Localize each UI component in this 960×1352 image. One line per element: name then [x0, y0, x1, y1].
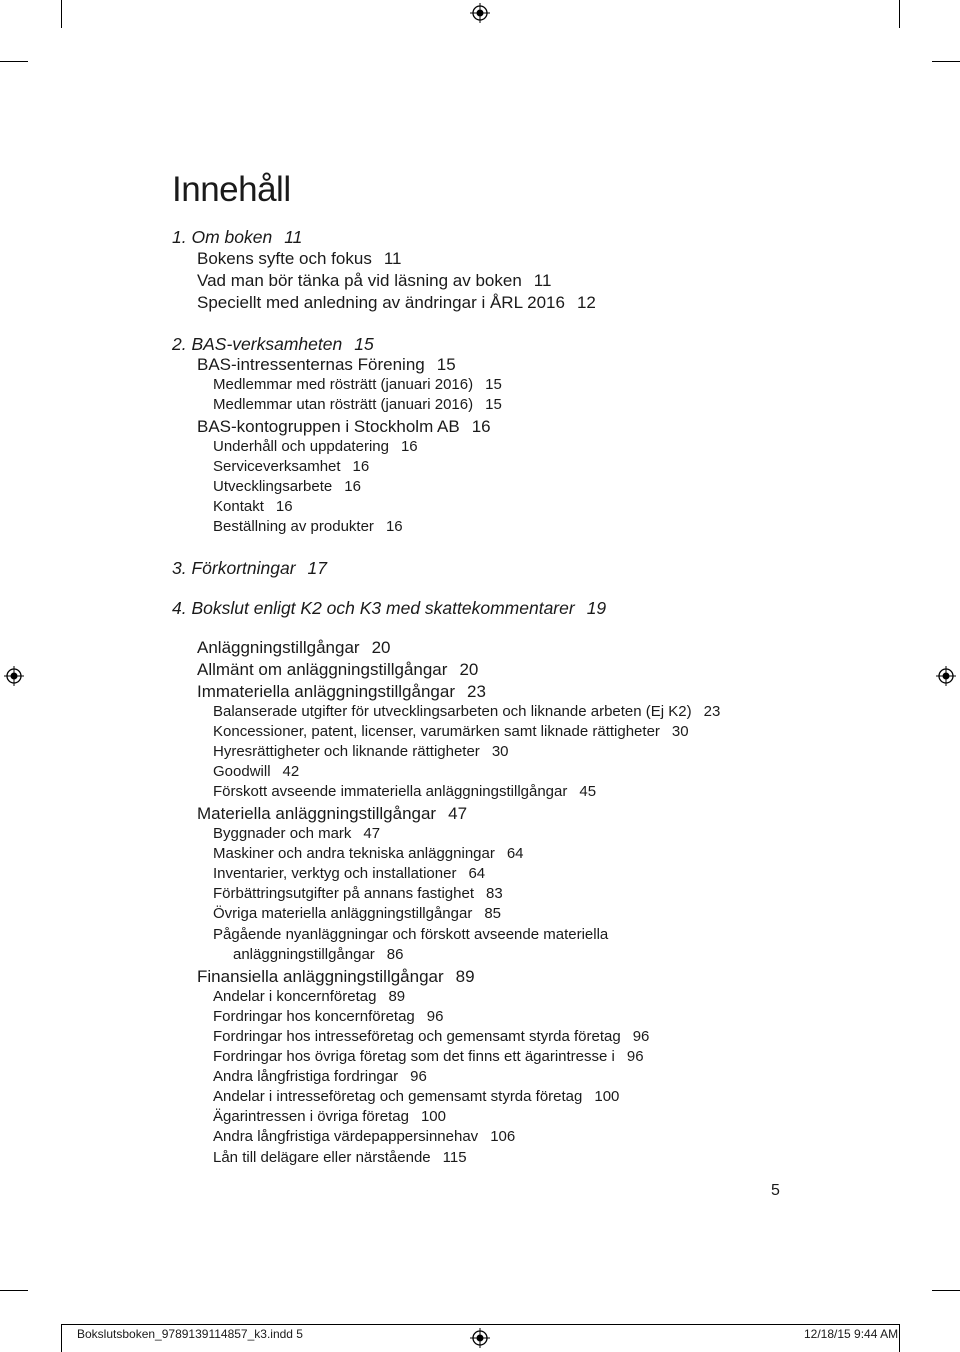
toc-entry-page: 16: [344, 478, 361, 495]
toc-entry-page: 89: [388, 988, 406, 1005]
toc-entry-text: Serviceverksamhet: [213, 458, 341, 475]
toc-entry-text: Hyresrättigheter och liknande rättigheter: [213, 743, 480, 760]
registration-mark-icon: [470, 1328, 490, 1348]
crop-mark: [932, 1290, 960, 1291]
toc-entry-page: 106: [490, 1128, 516, 1145]
toc-entry-page: 16: [385, 518, 403, 535]
crop-mark: [62, 1324, 900, 1325]
toc-entry: [197, 804, 467, 824]
toc-entry-text: Immateriella anläggningstillgångar: [197, 682, 455, 701]
registration-mark-icon: [470, 3, 490, 23]
toc-entry: [213, 926, 608, 943]
toc-entry-page: 85: [484, 905, 502, 922]
toc-entry: [233, 946, 403, 963]
toc-entry-text: Medlemmar med rösträtt (januari 2016): [213, 376, 474, 393]
toc-entry: [213, 1008, 443, 1025]
toc-entry-page: 20: [371, 638, 391, 657]
crop-mark: [0, 61, 28, 62]
toc-entry: [172, 227, 302, 248]
toc-entry: [172, 598, 606, 619]
slug-file: Bokslutsboken_9789139114857_k3.indd 5: [77, 1327, 303, 1341]
toc-entry-text: Andra långfristiga värdepappersinnehav: [213, 1128, 479, 1145]
toc-entry-page: 100: [594, 1088, 620, 1105]
toc-entry-page: 47: [448, 804, 468, 823]
toc-entry: [213, 458, 369, 475]
toc-entry-page: 96: [626, 1048, 644, 1065]
toc-entry: [197, 417, 491, 437]
toc-entry: [213, 478, 361, 495]
toc-entry: [213, 498, 293, 515]
toc-entry-text: Fordringar hos koncernföretag: [213, 1008, 415, 1025]
page-number: 5: [771, 1182, 780, 1199]
toc-entry-page: 96: [632, 1028, 650, 1045]
toc-entry-page: 115: [442, 1149, 467, 1166]
toc-entry-page: 16: [400, 438, 418, 455]
toc-entry: [213, 825, 380, 842]
toc-entry-page: 12: [576, 293, 596, 312]
toc-entry-text: Fordringar hos övriga företag som det finns ett ägarintresse i: [213, 1048, 615, 1065]
toc-entry-text: Vad man bör tänka på vid läsning av boken: [197, 271, 522, 290]
toc-entry: [213, 1149, 467, 1166]
toc-entry: [213, 376, 502, 393]
toc-entry-page: 11: [533, 271, 552, 290]
toc-entry-page: 15: [485, 376, 502, 393]
toc-entry-page: 30: [671, 723, 689, 740]
toc-entry: [213, 1108, 446, 1125]
toc-entry-text: Förskott avseende immateriella anläggningstillgångar: [213, 783, 568, 800]
toc-entry: [213, 783, 596, 800]
toc-entry-text: Materiella anläggningstillgångar: [197, 804, 437, 823]
toc-entry-page: 64: [468, 865, 486, 882]
crop-mark: [899, 1324, 900, 1352]
toc-entry-page: 17: [307, 558, 327, 578]
toc-entry-text: anläggningstillgångar: [233, 946, 375, 963]
toc-entry-text: Balanserade utgifter för utvecklingsarbeten och liknande arbeten (Ej K2): [213, 703, 692, 720]
toc-entry: [213, 396, 502, 413]
crop-mark: [61, 0, 62, 28]
toc-entry: [213, 1048, 644, 1065]
toc-entry-page: 23: [703, 703, 721, 720]
toc-entry-text: Fordringar hos intresseföretag och gemensamt styrda företag: [213, 1028, 621, 1045]
toc-entry-page: 16: [352, 458, 370, 475]
toc-entry-page: 96: [426, 1008, 444, 1025]
toc-entry-text: Anläggningstillgångar: [197, 638, 360, 657]
toc-entry: [213, 438, 418, 455]
toc-entry: [213, 703, 720, 720]
toc-entry: [213, 988, 405, 1005]
toc-entry: [213, 1128, 515, 1145]
toc-entry-text: Maskiner och andra tekniska anläggningar: [213, 845, 495, 862]
toc-entry: [172, 334, 374, 355]
toc-entry-text: Övriga materiella anläggningstillgångar: [213, 905, 473, 922]
toc-entry-page: 83: [486, 885, 503, 902]
toc-entry-text: Beställning av produkter: [213, 518, 374, 535]
crop-mark: [0, 1290, 28, 1291]
toc-entry-page: 16: [471, 417, 491, 436]
toc-entry: [197, 249, 401, 269]
toc-entry-text: Allmänt om anläggningstillgångar: [197, 660, 448, 679]
toc-entry-page: 42: [282, 763, 300, 780]
toc-entry-text: Finansiella anläggningstillgångar: [197, 967, 444, 986]
toc-entry-page: 15: [436, 355, 456, 374]
toc-entry: [213, 743, 509, 760]
toc-entry-text: Speciellt med anledning av ändringar i ÅRL 2016: [197, 293, 565, 312]
slug-timestamp: 12/18/15 9:44 AM: [804, 1327, 899, 1341]
toc-entry: [213, 1068, 427, 1085]
toc-entry: [213, 845, 524, 862]
toc-entry: [213, 865, 485, 882]
toc-entry: [197, 293, 596, 313]
toc-entry-page: 16: [275, 498, 293, 515]
toc-entry-page: 20: [459, 660, 479, 679]
toc-entry: [197, 638, 390, 658]
toc-entry: [197, 682, 486, 702]
toc-entry: [197, 355, 456, 375]
toc-entry-text: Byggnader och mark: [213, 825, 352, 842]
toc-entry: [213, 1088, 619, 1105]
toc-entry: [213, 1028, 649, 1045]
toc-entry-page: 64: [506, 845, 524, 862]
toc-entry: [197, 271, 551, 291]
toc-entry-text: Andelar i intresseföretag och gemensamt styrda företag: [213, 1088, 583, 1105]
toc-entry-page: 23: [466, 682, 486, 701]
toc-entry-text: Pågående nyanläggningar och förskott avseende materiella: [213, 926, 609, 943]
toc-entry-text: 1. Om boken: [172, 227, 273, 247]
toc-entry-page: 15: [354, 334, 374, 354]
toc-entry: [213, 905, 501, 922]
toc-entry-text: BAS-kontogruppen i Stockholm AB: [197, 417, 460, 436]
crop-mark: [61, 1324, 62, 1352]
toc-entry-text: Kontakt: [213, 498, 264, 515]
toc-entry-text: 4. Bokslut enligt K2 och K3 med skattekommentarer: [172, 598, 575, 618]
toc-entry-page: 30: [491, 743, 509, 760]
toc-entry: [213, 723, 689, 740]
registration-mark-icon: [4, 666, 24, 686]
toc-entry-text: Andra långfristiga fordringar: [213, 1068, 399, 1085]
toc-entry: [213, 763, 299, 780]
page-title: Innehåll: [172, 170, 291, 209]
registration-mark-icon: [936, 666, 956, 686]
toc-entry-page: 19: [586, 598, 607, 618]
toc-entry-text: Ägarintressen i övriga företag: [213, 1108, 409, 1125]
toc-entry-text: Bokens syfte och fokus: [197, 249, 372, 268]
toc-entry-page: 11: [383, 249, 402, 268]
toc-entry-text: Goodwill: [213, 763, 271, 780]
toc-entry-text: Koncessioner, patent, licenser, varumärken samt liknade rättigheter: [213, 723, 660, 740]
toc-entry: [213, 518, 403, 535]
toc-entry: [197, 967, 475, 987]
toc-entry-page: 11: [284, 227, 303, 247]
toc-entry-text: Medlemmar utan rösträtt (januari 2016): [213, 396, 474, 413]
toc-entry-text: Andelar i koncernföretag: [213, 988, 377, 1005]
toc-entry: [197, 660, 478, 680]
toc-entry-page: 15: [485, 396, 502, 413]
toc-entry-page: 100: [420, 1108, 446, 1125]
toc-entry-text: Underhåll och uppdatering: [213, 438, 389, 455]
toc-entry-text: Lån till delägare eller närstående: [213, 1149, 431, 1166]
crop-mark: [932, 61, 960, 62]
toc-entry: [213, 885, 503, 902]
crop-mark: [899, 0, 900, 28]
toc-entry-page: 45: [579, 783, 597, 800]
toc-entry-page: 47: [363, 825, 381, 842]
toc-entry-page: 96: [410, 1068, 427, 1085]
toc-entry-page: 86: [386, 946, 404, 963]
toc-entry-text: 2. BAS-verksamheten: [172, 334, 343, 354]
toc-entry-text: 3. Förkortningar: [172, 558, 296, 578]
toc-entry-text: BAS-intressenternas Förening: [197, 355, 425, 374]
toc-entry-text: Inventarier, verktyg och installationer: [213, 865, 457, 882]
toc-entry: [172, 558, 327, 579]
toc-entry-page: 89: [455, 967, 475, 986]
toc-entry-text: Utvecklingsarbete: [213, 478, 333, 495]
toc-entry-text: Förbättringsutgifter på annans fastighet: [213, 885, 474, 902]
